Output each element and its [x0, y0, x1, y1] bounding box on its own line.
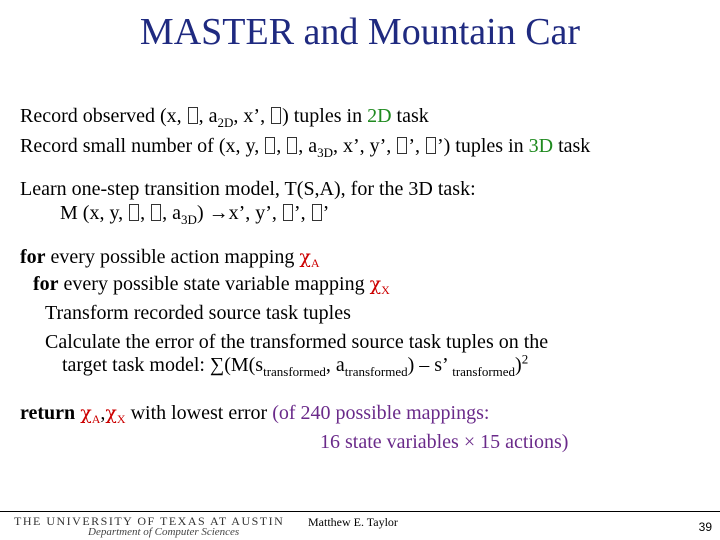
- text-segment: ,: [276, 135, 287, 157]
- missing-glyph-icon: [188, 107, 198, 124]
- text-segment: ) →x’, y’,: [196, 202, 282, 224]
- keyword-return: return: [20, 402, 76, 424]
- keyword-for: for: [33, 273, 59, 295]
- text-segment: task: [391, 105, 429, 127]
- text-segment: Record observed (x,: [20, 105, 187, 127]
- text-segment: M (x, y,: [60, 202, 129, 224]
- text-segment: ) – s’: [407, 354, 453, 376]
- missing-glyph-icon: [129, 204, 139, 221]
- text-line-2: [20, 134, 590, 158]
- text-segment: target task model: ∑(M(s: [62, 354, 264, 376]
- department-text: Department of Computer Sciences: [88, 526, 240, 538]
- text-line-3: Learn one-step transition model, T(S,A), for the 3D task:: [20, 178, 476, 200]
- text-segment: , a: [162, 202, 182, 224]
- text-line-4: [60, 201, 329, 225]
- chi-symbol: χ: [369, 273, 382, 295]
- footer-divider: [0, 511, 720, 512]
- subscript: transformed: [452, 364, 516, 379]
- subscript: transformed: [263, 364, 326, 379]
- text-segment: every possible action mapping: [45, 246, 300, 268]
- text-line-5: [20, 245, 320, 275]
- text-segment: ’,: [293, 202, 311, 224]
- text-segment: ,: [140, 202, 151, 224]
- text-segment: ’) tuples in: [436, 135, 529, 157]
- text-segment: task: [553, 135, 591, 157]
- missing-glyph-icon: [271, 107, 281, 124]
- slide-title: MASTER and Mountain Car: [139, 11, 581, 53]
- superscript: 2: [521, 351, 529, 367]
- text-line-9: [62, 353, 528, 377]
- text-segment: , x’,: [233, 105, 271, 127]
- subscript: 3D: [181, 212, 197, 227]
- text-line-7: Transform recorded source task tuples: [45, 302, 351, 324]
- chi-symbol: χ: [105, 402, 117, 424]
- text-line-1: [20, 104, 429, 128]
- text-segment: every possible state variable mapping: [58, 273, 370, 295]
- missing-glyph-icon: [265, 137, 275, 154]
- text-line-8: Calculate the error of the transformed source task tuples on the: [45, 331, 549, 353]
- chi-subscript: X: [116, 412, 126, 426]
- missing-glyph-icon: [397, 137, 407, 154]
- text-segment: , a: [325, 354, 345, 376]
- text-line-6: [33, 272, 390, 302]
- university-logo-text: THE UNIVERSITY OF TEXAS AT AUSTIN: [14, 514, 285, 528]
- page-number: 39: [698, 520, 712, 534]
- author-name: Matthew E. Taylor: [308, 515, 398, 529]
- missing-glyph-icon: [426, 137, 436, 154]
- highlight-3d: 3D: [528, 135, 554, 157]
- chi-subscript: X: [381, 283, 390, 297]
- subscript: 2D: [217, 115, 234, 130]
- text-segment: , a: [198, 105, 218, 127]
- missing-glyph-icon: [312, 204, 322, 221]
- missing-glyph-icon: [283, 204, 293, 221]
- highlight-2d: 2D: [367, 105, 392, 127]
- subscript: transformed: [344, 364, 408, 379]
- mapping-count-note: (of 240 possible mappings:: [272, 402, 490, 424]
- text-segment: , a: [298, 135, 318, 157]
- text-segment: Record small number of (x, y,: [20, 135, 265, 157]
- text-segment: with lowest error: [125, 402, 273, 424]
- text-line-11: 16 state variables × 15 actions): [320, 431, 569, 453]
- keyword-for: for: [20, 246, 46, 268]
- chi-symbol: χ: [299, 246, 311, 268]
- text-segment: ,: [100, 402, 106, 424]
- chi-subscript: A: [91, 412, 101, 426]
- subscript: 3D: [317, 145, 333, 160]
- text-segment: ): [515, 354, 522, 376]
- text-segment: ’: [322, 202, 330, 224]
- text-segment: ) tuples in: [282, 105, 368, 127]
- missing-glyph-icon: [151, 204, 161, 221]
- chi-subscript: A: [310, 256, 320, 270]
- chi-symbol: χ: [80, 402, 92, 424]
- text-segment: ’,: [408, 135, 425, 157]
- text-line-10: [20, 401, 489, 431]
- missing-glyph-icon: [287, 137, 297, 154]
- text-segment: , x’, y’,: [332, 135, 397, 157]
